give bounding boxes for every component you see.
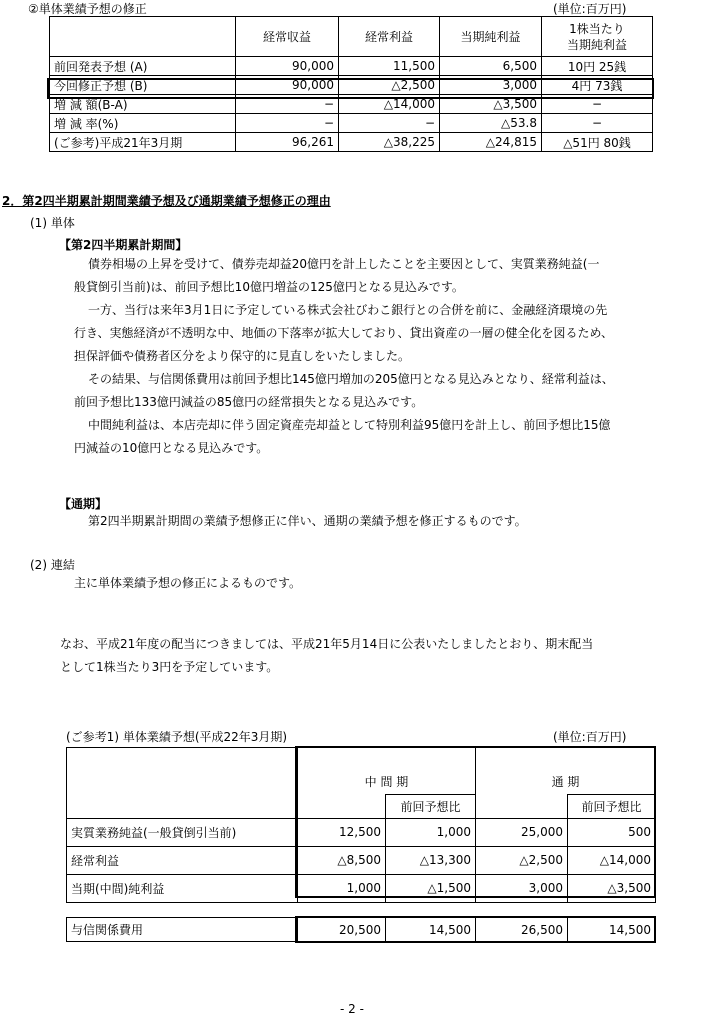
row-label: 実質業務純益(一般貸倒引当前): [67, 818, 298, 846]
cell: 14,500: [386, 918, 476, 942]
cell: △53.8: [440, 114, 542, 133]
table-row: [50, 114, 653, 133]
cell: △1,500: [386, 874, 476, 902]
cell: △2,500: [476, 846, 568, 874]
header-eps-line2: 当期純利益: [566, 37, 627, 52]
table1-corner: [50, 17, 236, 57]
cell: △2,500: [339, 76, 440, 95]
cell: 90,000: [236, 76, 339, 95]
paragraph-line: 第2四半期累計期間の業績予想修正に伴い、通期の業績予想を修正するものです。: [88, 514, 527, 528]
cell: 11,500: [339, 57, 440, 76]
cell: 14,500: [568, 918, 656, 942]
cell: 26,500: [476, 918, 568, 942]
heading-q2-cumulative: 【第2四半期累計期間】: [59, 238, 188, 252]
cell: 12,500: [298, 818, 386, 846]
table1-header-row: [50, 17, 653, 57]
cell: △51円 80銭: [542, 133, 653, 152]
row-label: 前回発表予想 (A): [50, 57, 236, 76]
table2-corner: [67, 748, 298, 819]
table1-caption: ②単体業績予想の修正: [28, 2, 147, 16]
header-eps-line1: 1株当たり: [569, 21, 625, 36]
header-full-year: 通 期: [476, 770, 656, 794]
paragraph-line: 主に単体業績予想の修正によるものです。: [74, 576, 302, 590]
header-net-income: 当期純利益: [440, 17, 542, 57]
header-eps: [542, 17, 653, 57]
row-label: 与信関係費用: [67, 918, 298, 942]
cell: 3,000: [440, 76, 542, 95]
paragraph-line: 般貸倒引当前)は、前回予想比10億円増益の125億円となる見込みです。: [74, 280, 464, 294]
table-row: [50, 133, 653, 152]
header-ordinary-profit: 経常利益: [339, 17, 440, 57]
subsection-consolidated: (2) 連結: [30, 558, 75, 572]
cell: 20,500: [298, 918, 386, 942]
cell: △38,225: [339, 133, 440, 152]
header-prev-ratio-full: 前回予想比: [568, 794, 656, 818]
cell: 4円 73銭: [542, 76, 653, 95]
forecast-values-frame: [295, 746, 656, 898]
paragraph-line: 行き、実態経済が不透明な中、地価の下落率が拡大しており、貸出資産の一層の健全化を図るため、: [74, 326, 614, 340]
row-label: 経常利益: [67, 846, 298, 874]
cell: △13,300: [386, 846, 476, 874]
paragraph-line: 円減益の10億円となる見込みです。: [74, 441, 269, 455]
table1-unit: (単位:百万円): [553, 2, 627, 16]
cell: △8,500: [298, 846, 386, 874]
table2-unit: (単位:百万円): [553, 730, 627, 744]
cell: 1,000: [298, 874, 386, 902]
header-ordinary-revenue: 経常収益: [236, 17, 339, 57]
header-prev-ratio-interim: 前回予想比: [386, 794, 476, 818]
cell: 6,500: [440, 57, 542, 76]
paragraph-line: 前回予想比133億円減益の85億円の経常損失となる見込みです。: [74, 395, 424, 409]
cell: −: [542, 95, 653, 114]
cell: 1,000: [386, 818, 476, 846]
paragraph-line: 中間純利益は、本店売却に伴う固定資産売却益として特別利益95億円を計上し、前回予想比15億: [88, 418, 611, 432]
credit-values-frame: [295, 916, 656, 943]
header-interim: 中 間 期: [298, 770, 476, 794]
cell: 25,000: [476, 818, 568, 846]
row-label: 当期(中間)純利益: [67, 874, 298, 902]
cell: △3,500: [568, 874, 656, 902]
subsection-nonconsolidated: (1) 単体: [30, 216, 75, 230]
page-number: - 2 -: [340, 1002, 364, 1016]
table2-caption: (ご参考1) 単体業績予想(平成22年3月期): [66, 730, 288, 744]
cell: 90,000: [236, 57, 339, 76]
cell: △14,000: [339, 95, 440, 114]
paragraph-line: 担保評価や債務者区分をより保守的に見直しをいたしました。: [74, 349, 411, 363]
cell: −: [339, 114, 440, 133]
cell: △24,815: [440, 133, 542, 152]
cell: −: [236, 114, 339, 133]
paragraph-line: 一方、当行は来年3月1日に予定している株式会社びわこ銀行との合併を前に、金融経済環境の先: [88, 303, 608, 317]
row-label: 増 減 率(%): [50, 114, 236, 133]
revised-row-highlight: [47, 78, 654, 99]
table-row: [50, 57, 653, 76]
cell: △3,500: [440, 95, 542, 114]
cell: △14,000: [568, 846, 656, 874]
row-label: 今回修正予想 (B): [50, 76, 236, 95]
cell: −: [542, 114, 653, 133]
cell: 500: [568, 818, 656, 846]
cell: −: [236, 95, 339, 114]
section-title: 2．第2四半期累計期間業績予想及び通期業績予想修正の理由: [2, 194, 331, 208]
cell: 3,000: [476, 874, 568, 902]
cell: 96,261: [236, 133, 339, 152]
row-label: (ご参考)平成21年3月期: [50, 133, 236, 152]
paragraph-line: 債券相場の上昇を受けて、債券売却益20億円を計上したことを主要因として、実質業務純益(一: [88, 257, 600, 271]
cell: 10円 25銭: [542, 57, 653, 76]
paragraph-line: なお、平成21年度の配当につきましては、平成21年5月14日に公表いたしましたとおり、期末配当: [60, 637, 594, 651]
paragraph-line: その結果、与信関係費用は前回予想比145億円増加の205億円となる見込みとなり、経常利益は、: [88, 372, 614, 386]
row-label: 増 減 額(B-A): [50, 95, 236, 114]
heading-full-year: 【通期】: [59, 497, 108, 511]
paragraph-line: として1株当たり3円を予定しています。: [60, 660, 279, 674]
